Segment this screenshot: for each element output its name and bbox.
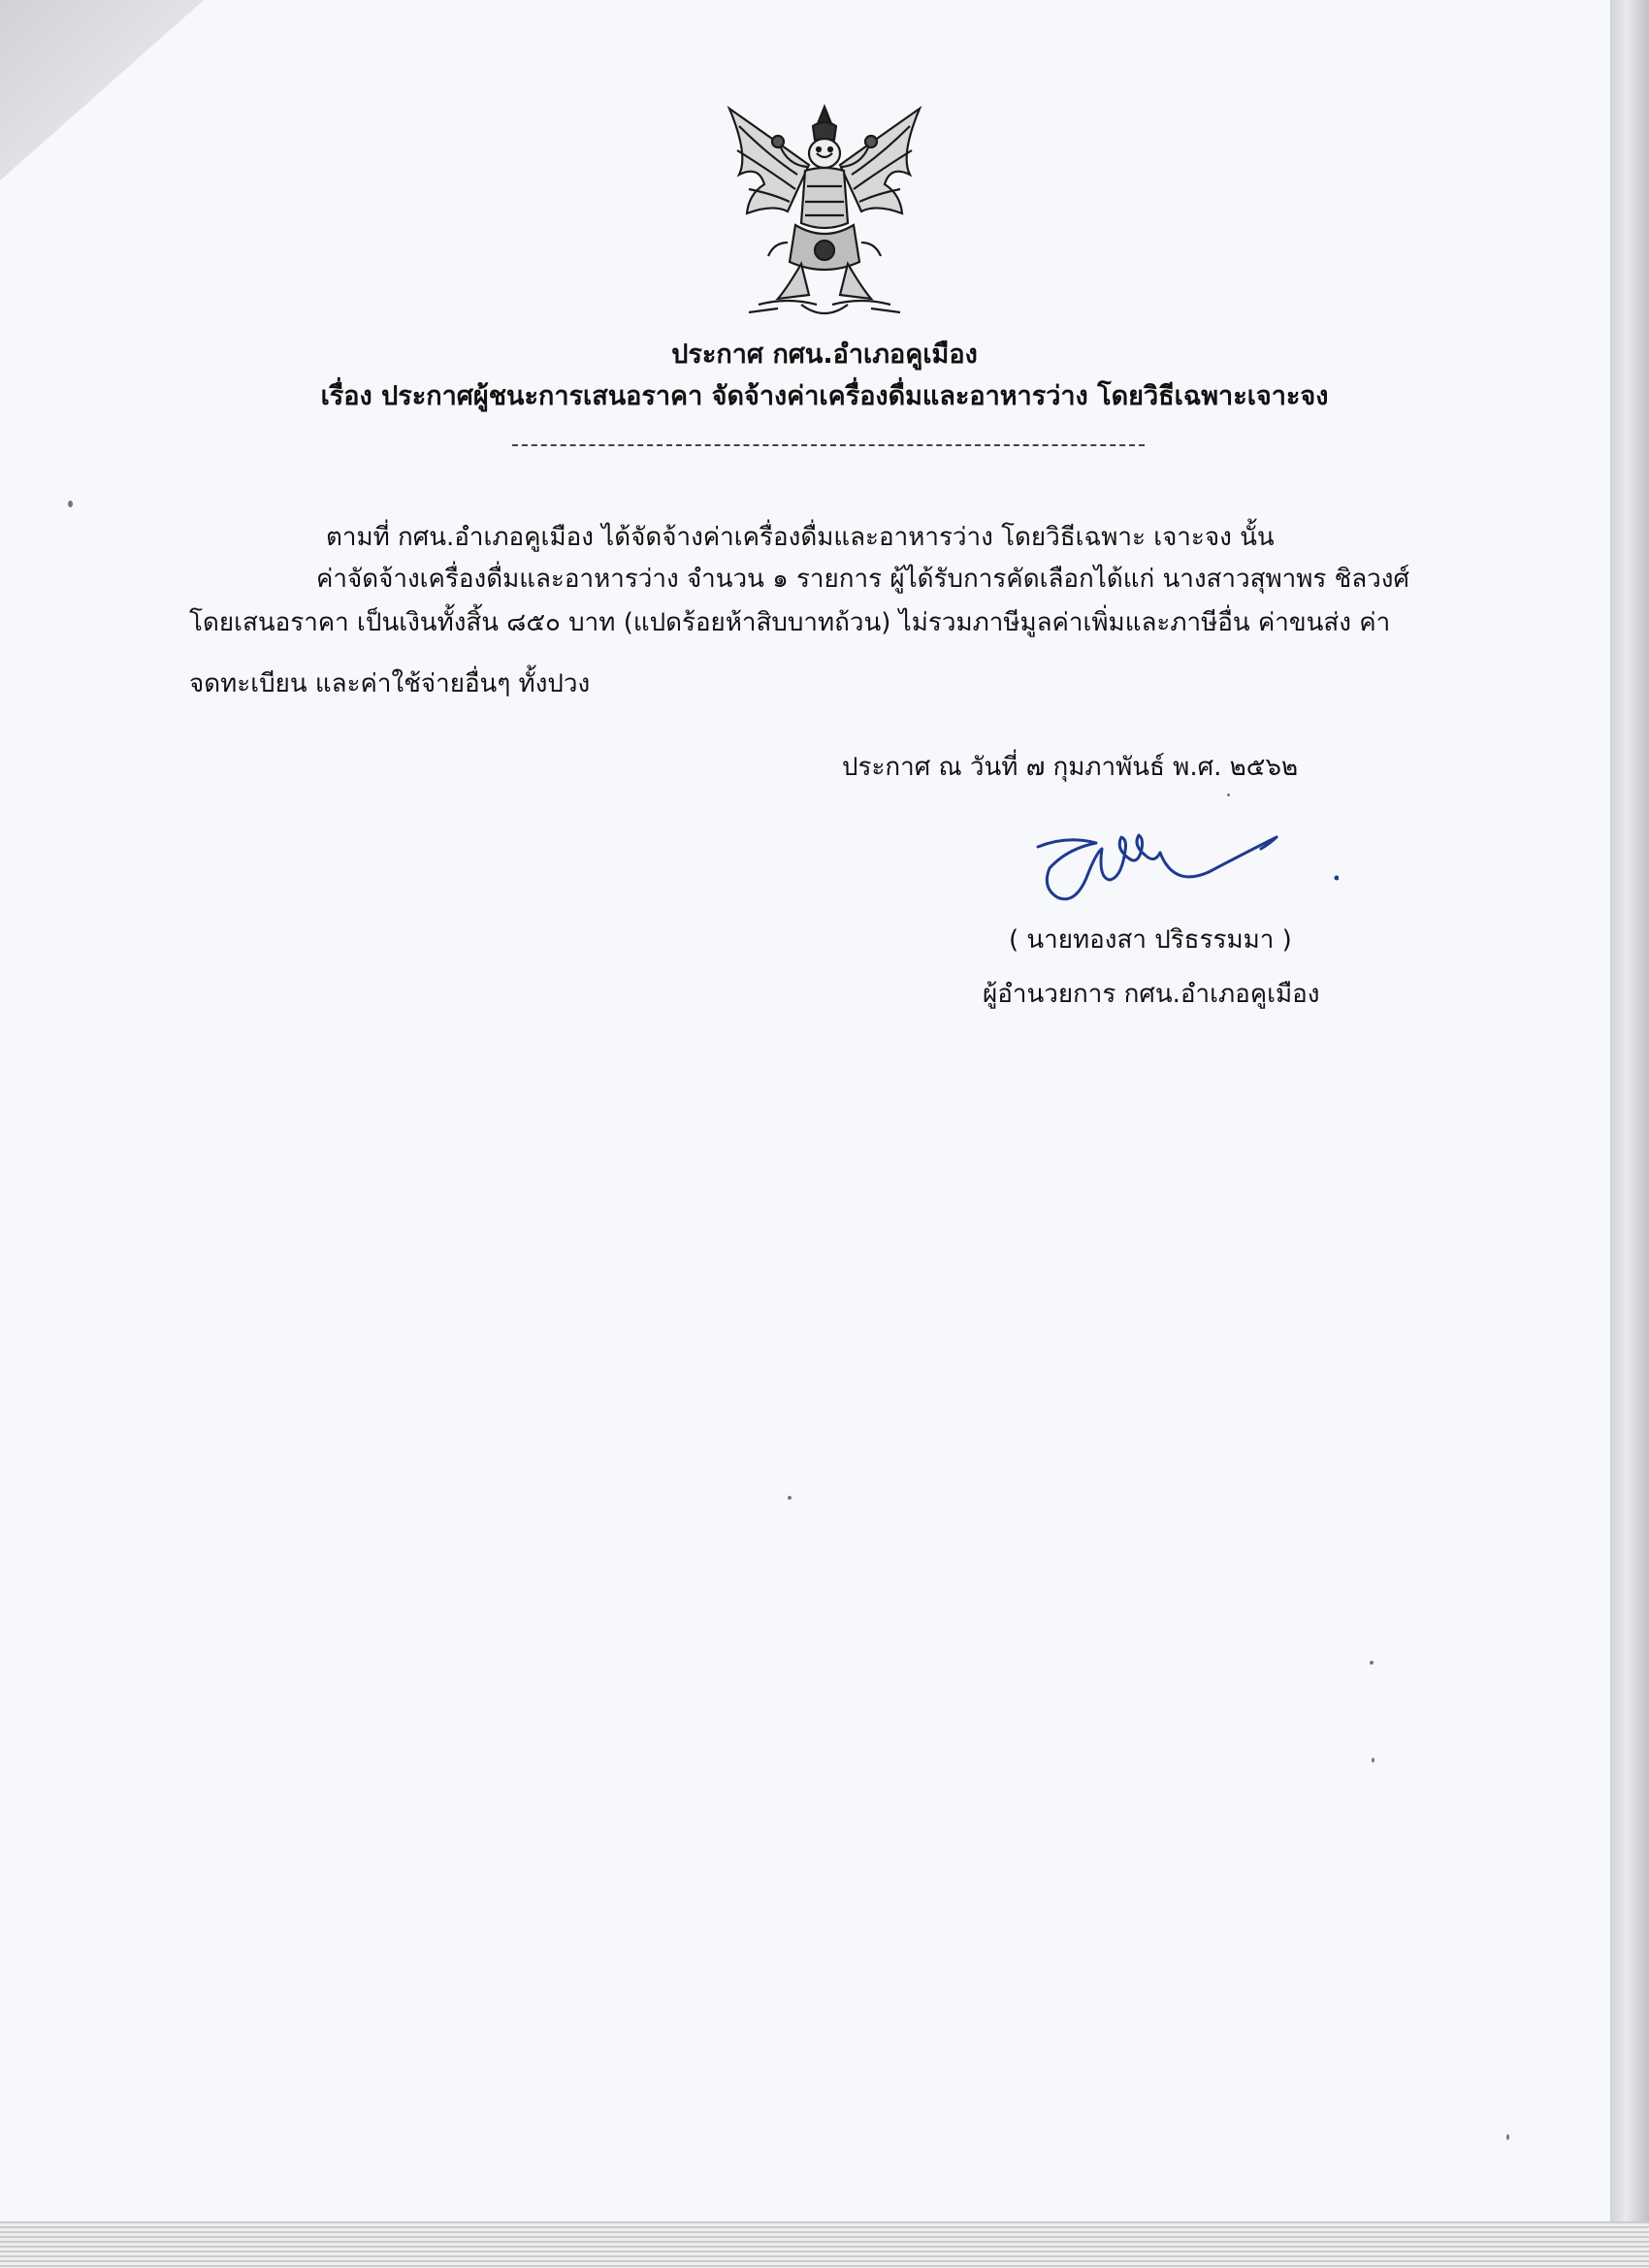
document-title: ประกาศ กศน.อำเภอคูเมือง — [671, 340, 978, 370]
scan-speck — [1227, 794, 1230, 796]
scan-speck — [1370, 1661, 1374, 1665]
stacked-pages-edge — [0, 2221, 1649, 2268]
scan-speck — [1506, 2134, 1509, 2140]
handwritten-signature-icon — [1028, 810, 1339, 926]
body-paragraph-line-3: โดยเสนอราคา เป็นเงินทั้งสิ้น ๘๕๐ บาท (แปดร้อยห้าสิบบาทถ้วน) ไม่รวมภาษีมูลค่าเพิ่มและภาษีอื่น ค่าขนส่ง ค่า — [189, 608, 1391, 637]
garuda-emblem-icon — [720, 97, 929, 328]
announcement-date: ประกาศ ณ วันที่ ๗ กุมภาพันธ์ พ.ศ. ๒๕๖๒ — [842, 753, 1299, 782]
body-paragraph-line-4: จดทะเบียน และค่าใช้จ่ายอื่นๆ ทั้งปวง — [189, 669, 591, 698]
body-paragraph-line-1: ตามที่ กศน.อำเภอคูเมือง ได้จัดจ้างค่าเครื่องดื่มและอาหารว่าง โดยวิธีเฉพาะ เจาะจง นั้น — [326, 523, 1275, 552]
scan-speck — [1372, 1758, 1374, 1763]
document-subject: เรื่อง ประกาศผู้ชนะการเสนอราคา จัดจ้างค่าเครื่องดื่มและอาหารว่าง โดยวิธีเฉพาะเจาะจง — [320, 381, 1329, 411]
signer-position: ผู้อำนวยการ กศน.อำเภอคูเมือง — [983, 980, 1320, 1009]
body-paragraph-line-2: ค่าจัดจ้างเครื่องดื่มและอาหารว่าง จำนวน ๑ รายการ ผู้ได้รับการคัดเลือกได้แก่ นางสาวสุพาพร ชิลวงศ์ — [316, 565, 1409, 594]
signer-name: ( นายทองสา ปริธรรมมา ) — [1009, 925, 1292, 955]
scan-speck — [788, 1496, 792, 1500]
dashed-divider — [512, 444, 1145, 446]
scan-speck — [68, 501, 73, 507]
